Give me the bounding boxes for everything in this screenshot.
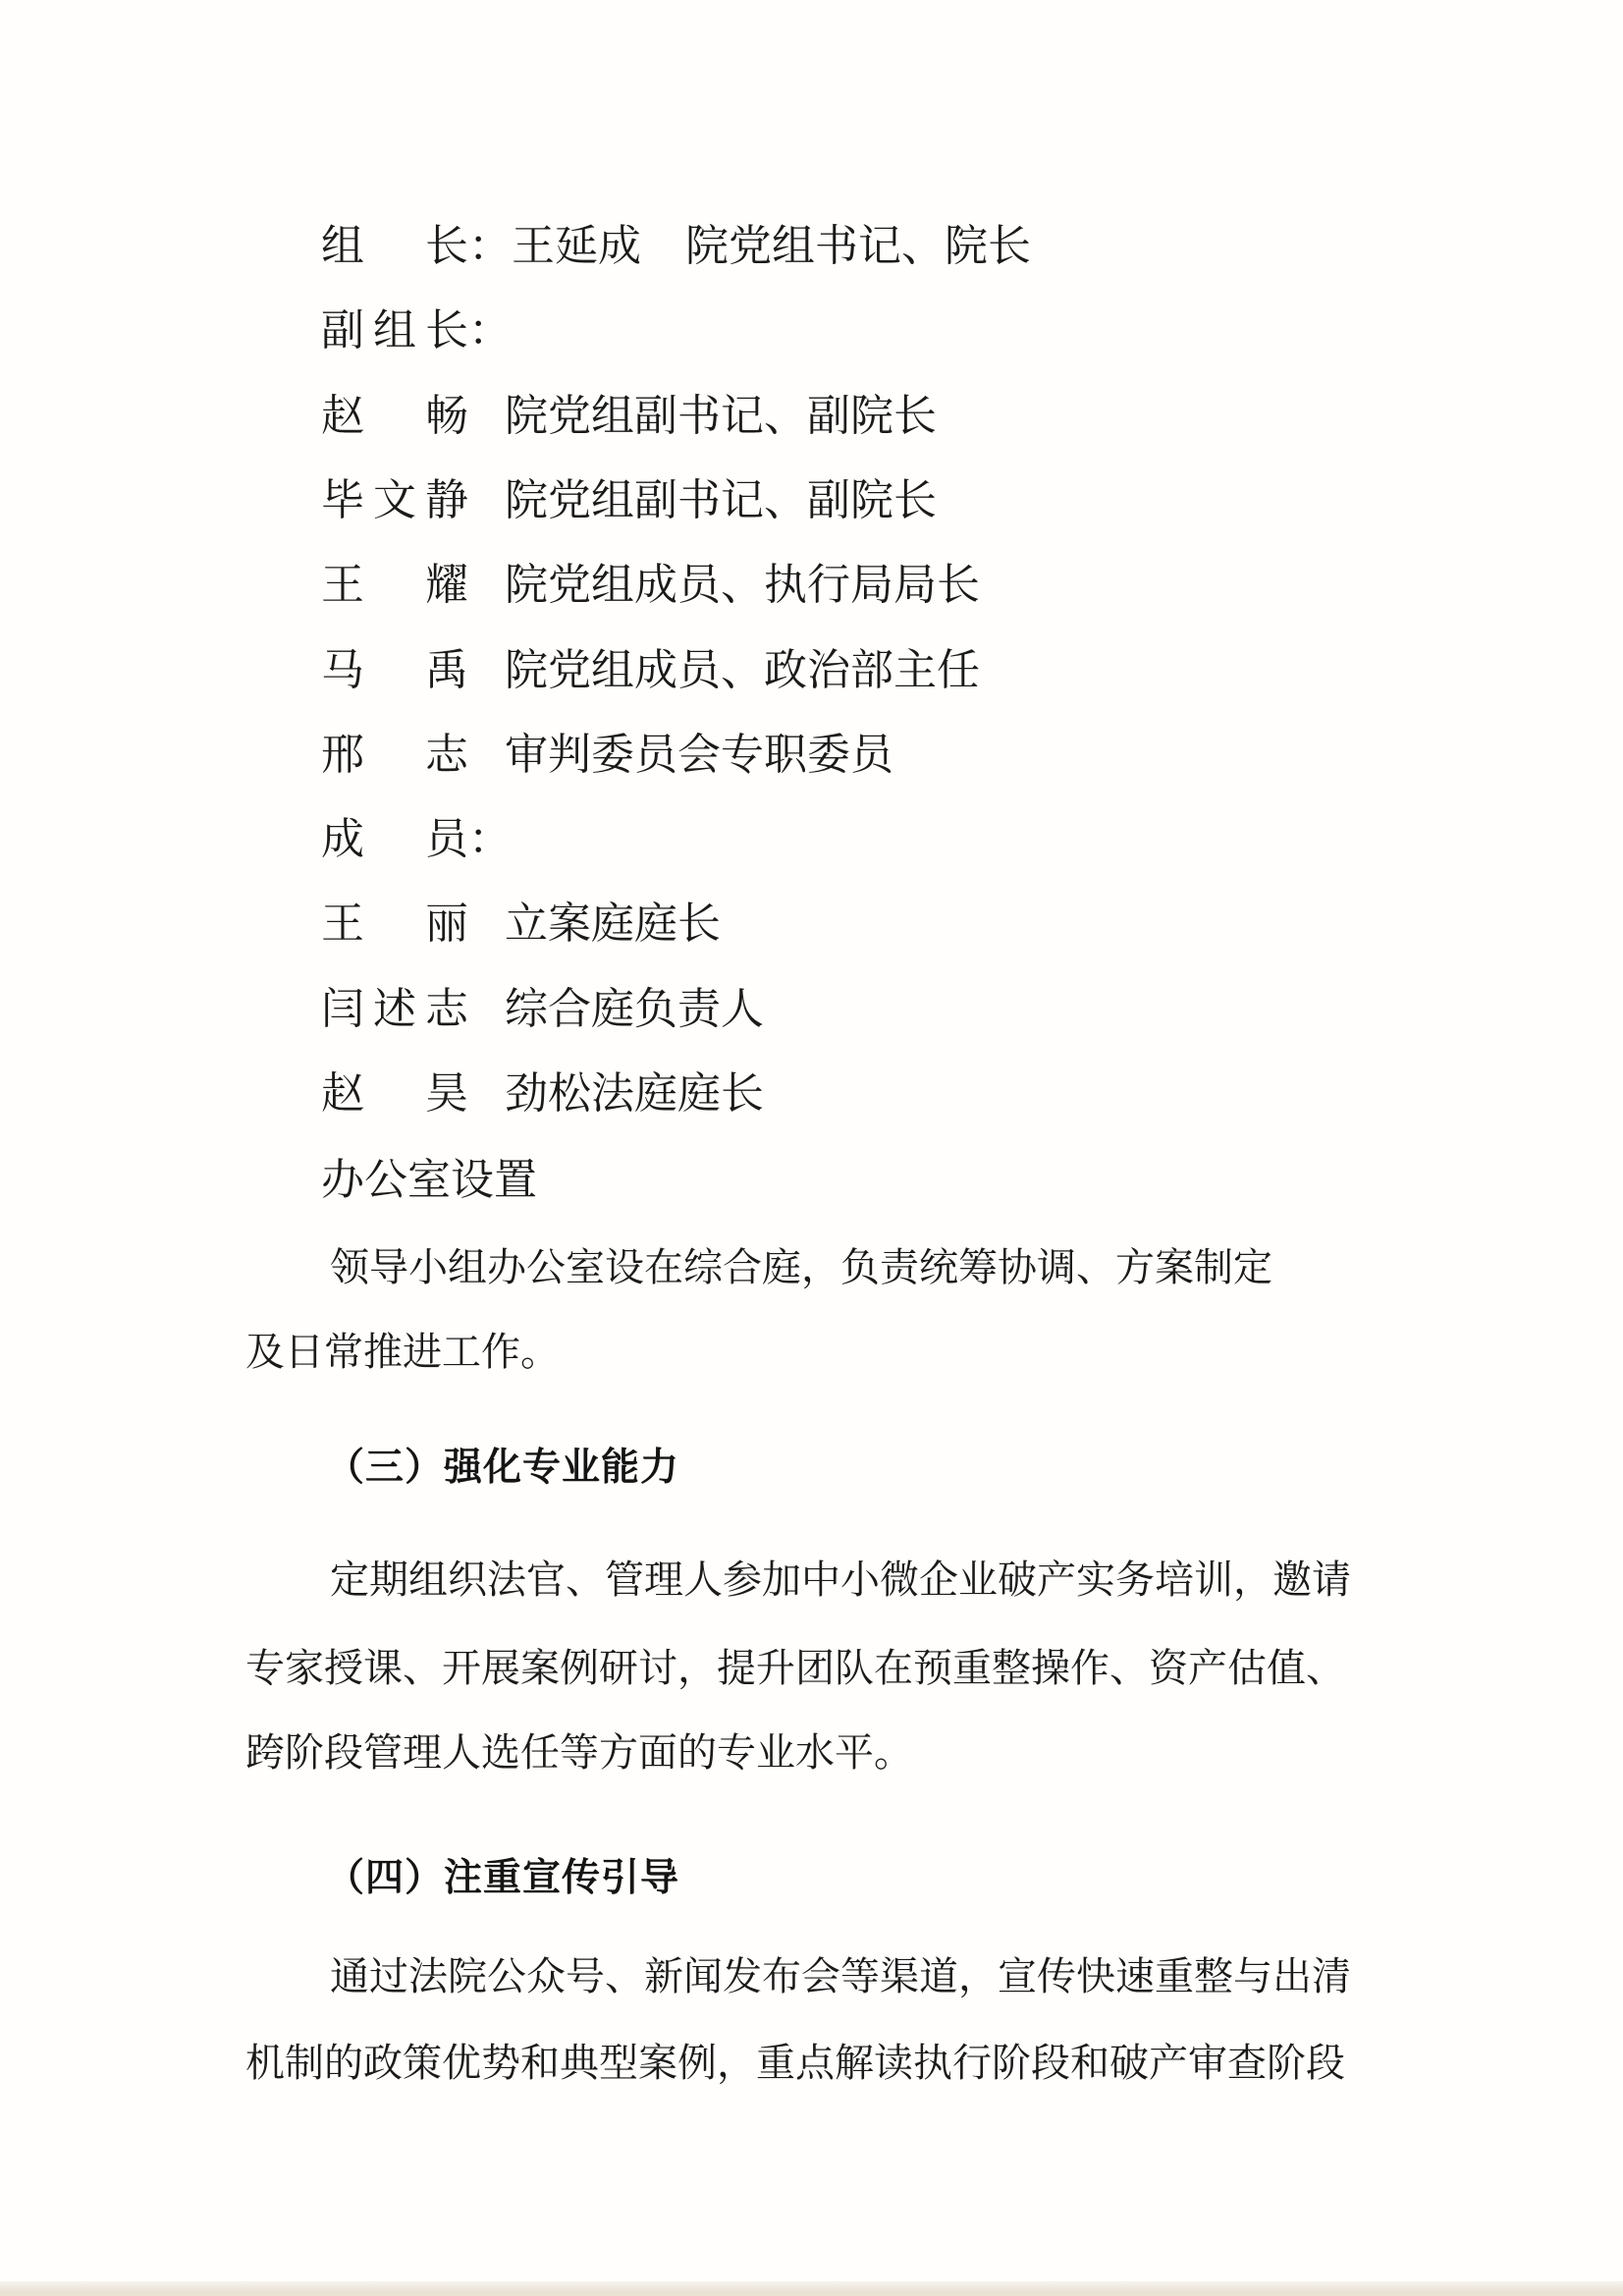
person-name: 王延成 (512, 222, 641, 270)
person-title: 院党组成员、政治部主任 (505, 646, 980, 694)
person-name: 马 禹 (321, 646, 468, 694)
person-title: 院党组副书记、副院长 (505, 476, 937, 524)
section4-line2: 机制的政策优势和典型案例，重点解读执行阶段和破产审查阶段 (245, 2041, 1345, 2085)
person-title: 审判委员会专职委员 (505, 731, 893, 779)
leader-colon: ： (468, 222, 512, 270)
roster-row-deputy-header (321, 307, 512, 355)
section3-line1: 定期组织法官、管理人参加中小微企业破产实务培训，邀请 (330, 1558, 1351, 1602)
roster-row-deputy (321, 477, 937, 524)
section-heading-3: （三）强化专业能力 (326, 1446, 680, 1490)
person-title: 劲松法庭庭长 (505, 1069, 764, 1118)
section-heading-4: （四）注重宣传引导 (326, 1856, 680, 1900)
person-name: 赵 畅 (321, 392, 468, 440)
person-name: 赵 昊 (321, 1069, 468, 1118)
person-title: 综合庭负责人 (505, 985, 764, 1033)
office-paragraph-line2: 及日常推进工作。 (245, 1330, 560, 1374)
roster-row-deputy (321, 562, 980, 609)
person-name: 邢 志 (321, 731, 468, 779)
roster-row-member-header (321, 816, 512, 863)
leader-label: 组 长 (321, 222, 468, 270)
person-title: 院党组成员、执行局局长 (505, 561, 980, 609)
person-name: 王 耀 (321, 561, 468, 609)
roster-row-deputy (321, 647, 980, 694)
roster-row-deputy (321, 393, 937, 440)
person-title: 立案庭庭长 (505, 900, 721, 948)
roster-row-member (321, 1070, 764, 1118)
member-header-colon: ： (468, 815, 512, 863)
roster-row-member (321, 901, 721, 948)
section3-line3: 跨阶段管理人选任等方面的专业水平。 (245, 1730, 913, 1775)
roster-row-member (321, 986, 764, 1033)
deputy-header-label: 副组长 (321, 306, 468, 355)
person-name: 闫述志 (321, 985, 468, 1033)
person-title: 院党组书记、院长 (685, 222, 1031, 270)
roster-row-leader (321, 223, 1031, 270)
deputy-header-colon: ： (468, 306, 512, 355)
person-title: 院党组副书记、副院长 (505, 392, 937, 440)
roster-row-deputy (321, 732, 893, 779)
office-setup-label: 办公室设置 (321, 1156, 537, 1204)
person-name: 王 丽 (321, 900, 468, 948)
member-header-label: 成 员 (321, 815, 468, 863)
office-paragraph-line1: 领导小组办公室设在综合庭，负责统筹协调、方案制定 (330, 1245, 1272, 1289)
scan-bottom-edge-shadow (0, 2281, 1623, 2296)
section3-line2: 专家授课、开展案例研讨，提升团队在预重整操作、资产估值、 (245, 1646, 1345, 1690)
person-name: 毕文静 (321, 476, 468, 524)
section4-line1: 通过法院公众号、新闻发布会等渠道，宣传快速重整与出清 (330, 1954, 1351, 1998)
